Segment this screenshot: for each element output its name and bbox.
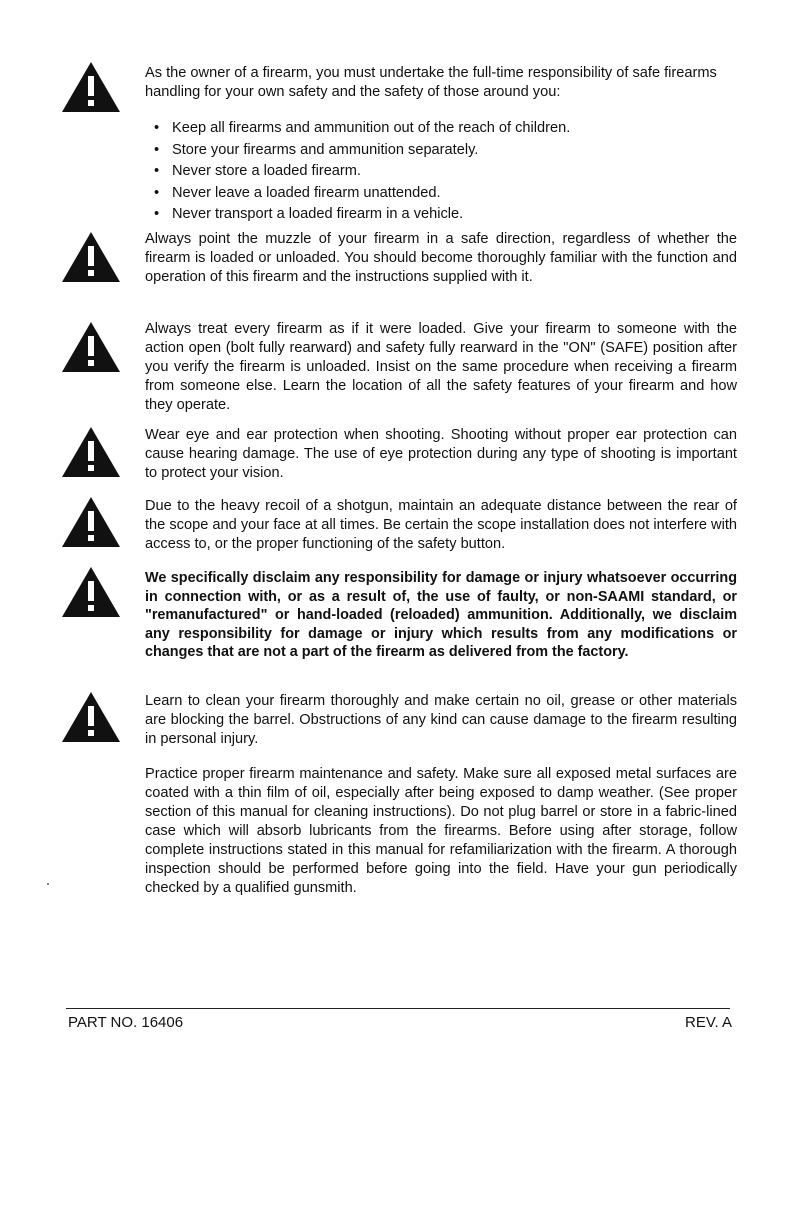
footer-divider [66,1008,730,1009]
maintenance-paragraph: Practice proper firearm maintenance and safety. Make sure all exposed metal surfaces are coated with a thin film of oil, especially after being exposed to damp weather. (See proper section of this manual for cleaning instructions). Do not plug barrel or store in a fabric-lined case which will absorb lubricants from the firearms. Before using after storage, follow complete instructions stated in this manual for refamiliarization with the firearm. A thorough inspection should be performed before going into the field. Have your gun periodically checked by a qualified gunsmith. [145,766,737,896]
scan-speck [47,883,49,885]
revision-label: REV. A [685,1014,732,1031]
part-number: PART NO. 16406 [68,1014,184,1031]
treat-as-loaded-warning: Always treat every firearm as if it were loaded. Give your firearm to someone with the action open (bolt fully rearward) and safety fully rearward in the "ON" (SAFE) position after you verify the firearm is unloaded. Insist on the same procedure when receiving a firearm from someone else. Learn the location of all the safety features of your firearm and how they operate. [145,321,737,413]
recoil-scope-warning: Due to the heavy recoil of a shotgun, maintain an adequate distance between the rear of the scope and your face at all times. Be certain the scope installation does not interfere with access to, or the proper functioning of the safety button. [145,498,737,552]
storage-rules-list [152,118,712,226]
list-item: • Never leave a loaded firearm unattended. [152,183,712,205]
warning-triangle-icon [60,60,122,114]
list-item: • Never store a loaded firearm. [152,161,712,183]
warning-triangle-icon [60,495,122,549]
warning-triangle-icon [60,230,122,284]
warning-triangle-icon [60,320,122,374]
eye-ear-protection-warning: Wear eye and ear protection when shooting. Shooting without proper ear protection can cause hearing damage. The use of eye protection during any type of shooting is important to protect your vision. [145,427,737,481]
list-item: • Never transport a loaded firearm in a vehicle. [152,204,712,226]
list-item: • Keep all firearms and ammunition out of the reach of children. [152,118,712,140]
warning-triangle-icon [60,690,122,744]
warning-triangle-icon [60,565,122,619]
cleaning-warning: Learn to clean your firearm thoroughly and make certain no oil, grease or other materials are blocking the barrel. Obstructions of any kind can cause damage to the firearm resulting in personal injury. [145,693,737,747]
warning-triangle-icon [60,425,122,479]
intro-paragraph: As the owner of a firearm, you must undertake the full-time responsibility of safe firearms handling for your own safety and the safety of those around you: [145,65,717,100]
muzzle-direction-warning: Always point the muzzle of your firearm in a safe direction, regardless of whether the firearm is loaded or unloaded. You should become thoroughly familiar with the function and operation of this firearm and the instructions supplied with it. [145,231,737,285]
ammunition-disclaimer: We specifically disclaim any responsibility for damage or injury whatsoever occurring in connection with, or as a result of, the use of faulty, or non-SAAMI standard, or "remanufactured" or hand-loaded (reloaded) ammunition. Additionally, we disclaim any responsibility for damage or injury which results from any modifications or changes that are not a part of the firearm as delivered from the factory. [145,570,737,660]
list-item: • Store your firearms and ammunition separately. [152,140,712,162]
